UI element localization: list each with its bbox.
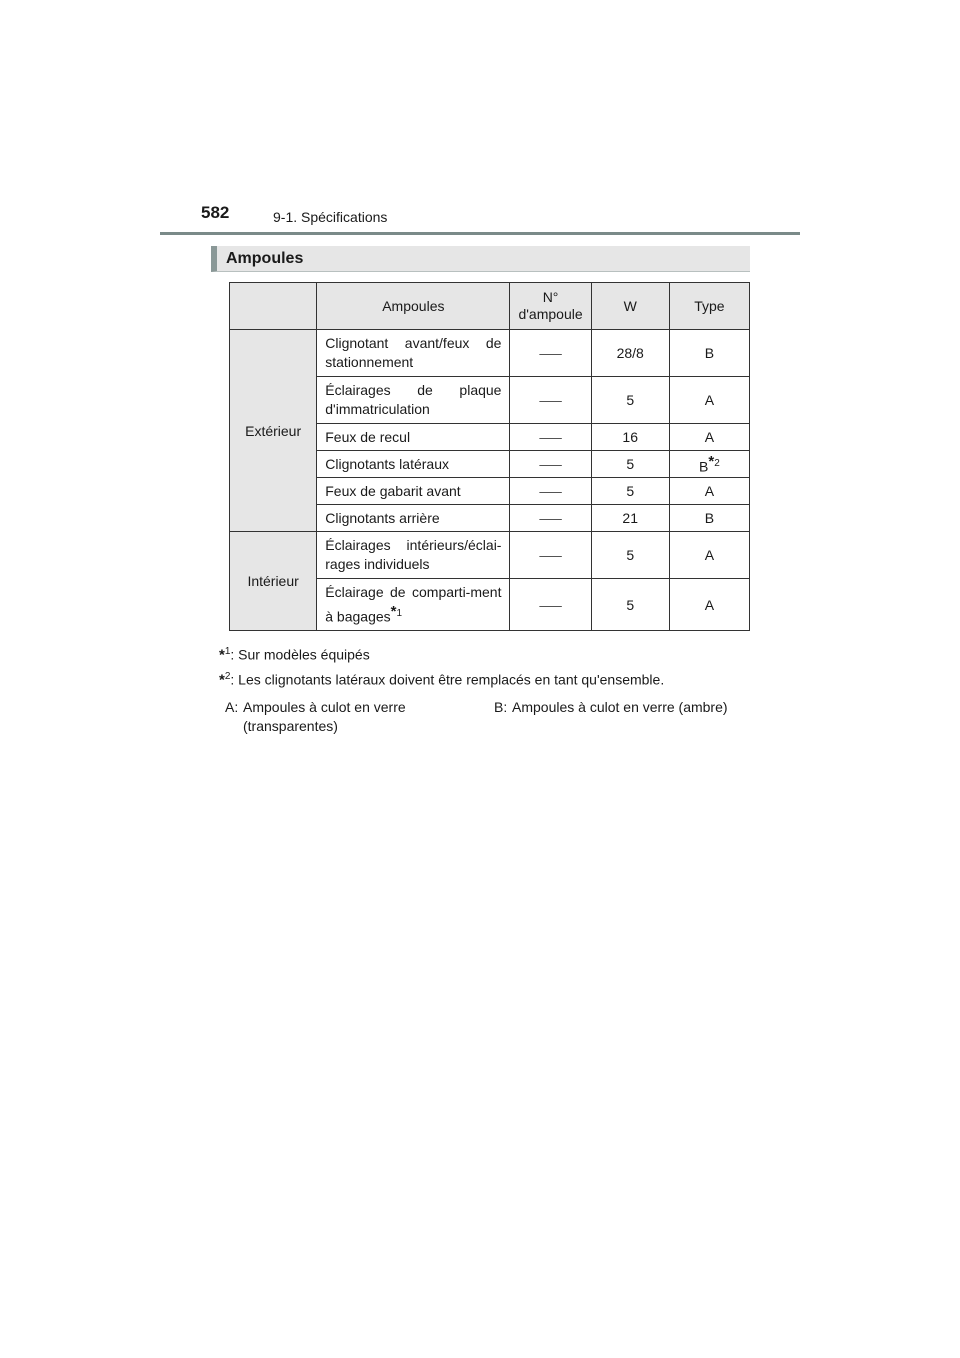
bulb-number: ⸺ [510,377,591,424]
bulb-name: Éclairages intérieurs/éclai-rages individuels [317,532,510,579]
footnote-number: 1 [224,646,231,657]
header-cell-number: N° d'ampoule [510,283,591,330]
footnote-2 [219,671,664,689]
bulb-type: B [669,505,749,532]
bulb-number: ⸺ [510,579,591,631]
bulb-type [669,451,749,478]
bulbs-table [229,282,750,631]
bulb-watts: 5 [591,579,669,631]
footnote-number: 2 [224,671,231,682]
bulb-name: Feux de recul [317,424,510,451]
bulb-type: A [669,424,749,451]
bulb-name: Clignotants arrière [317,505,510,532]
bulb-number: ⸺ [510,505,591,532]
bulb-type: A [669,377,749,424]
bulb-name: Clignotants latéraux [317,451,510,478]
legend-text: Ampoules à culot en verre (ambre) [512,699,728,715]
bulb-type: A [669,532,749,579]
bulb-number: ⸺ [510,330,591,377]
bulb-name: Feux de gabarit avant [317,478,510,505]
table-row [230,532,750,579]
footnote-1 [219,646,370,664]
bulb-watts: 16 [591,424,669,451]
header-cell-watts: W [591,283,669,330]
bulb-name [317,579,510,631]
footnote-ref-number: 2 [714,458,720,470]
section-title: Ampoules [226,250,304,267]
footnote-star: * [219,671,225,689]
footnote-star: * [219,646,225,664]
bulb-number: ⸺ [510,478,591,505]
footnote-ref [390,602,403,620]
bulb-type-value: B [699,458,709,475]
header-cell-blank [230,283,317,330]
bulb-name-text: Éclairage de comparti-ment à bagages [325,583,502,625]
table-header-row [230,283,750,330]
bulb-watts: 5 [591,478,669,505]
category-exterior: Extérieur [230,330,317,532]
bulb-name: Éclairages de plaque d'immatriculation [317,377,510,424]
bulb-type: A [669,579,749,631]
footnote-text: : Les clignotants latéraux doivent être remplacés en tant qu'ensemble. [230,671,665,688]
footnote-star: * [390,602,397,620]
bulb-type: A [669,478,749,505]
page-number: 582 [201,203,230,222]
table-row [230,330,750,377]
bulb-name: Clignotant avant/feux de stationnement [317,330,510,377]
header-rule [160,232,800,235]
footnote-ref-number: 1 [396,607,403,619]
legend-key: B: [494,699,508,715]
legend-key: A: [225,699,239,715]
footnote-text: : Sur modèles équipés [230,646,370,663]
header-cell-bulbs: Ampoules [317,283,510,330]
bulb-watts: 5 [591,451,669,478]
bulb-watts: 5 [591,377,669,424]
footnote-ref [708,453,720,471]
bulb-watts: 21 [591,505,669,532]
category-interior: Intérieur [230,532,317,631]
bulb-number: ⸺ [510,424,591,451]
bulb-type: B [669,330,749,377]
bulb-number: ⸺ [510,451,591,478]
section-label: 9-1. Spécifications [273,209,388,225]
footnote-star: * [708,453,715,471]
bulb-watts: 28/8 [591,330,669,377]
section-title-bar [211,246,750,272]
bulb-watts: 5 [591,532,669,579]
legend-text: Ampoules à culot en verre (transparentes) [243,699,406,734]
bulb-number: ⸺ [510,532,591,579]
header-cell-type: Type [669,283,749,330]
